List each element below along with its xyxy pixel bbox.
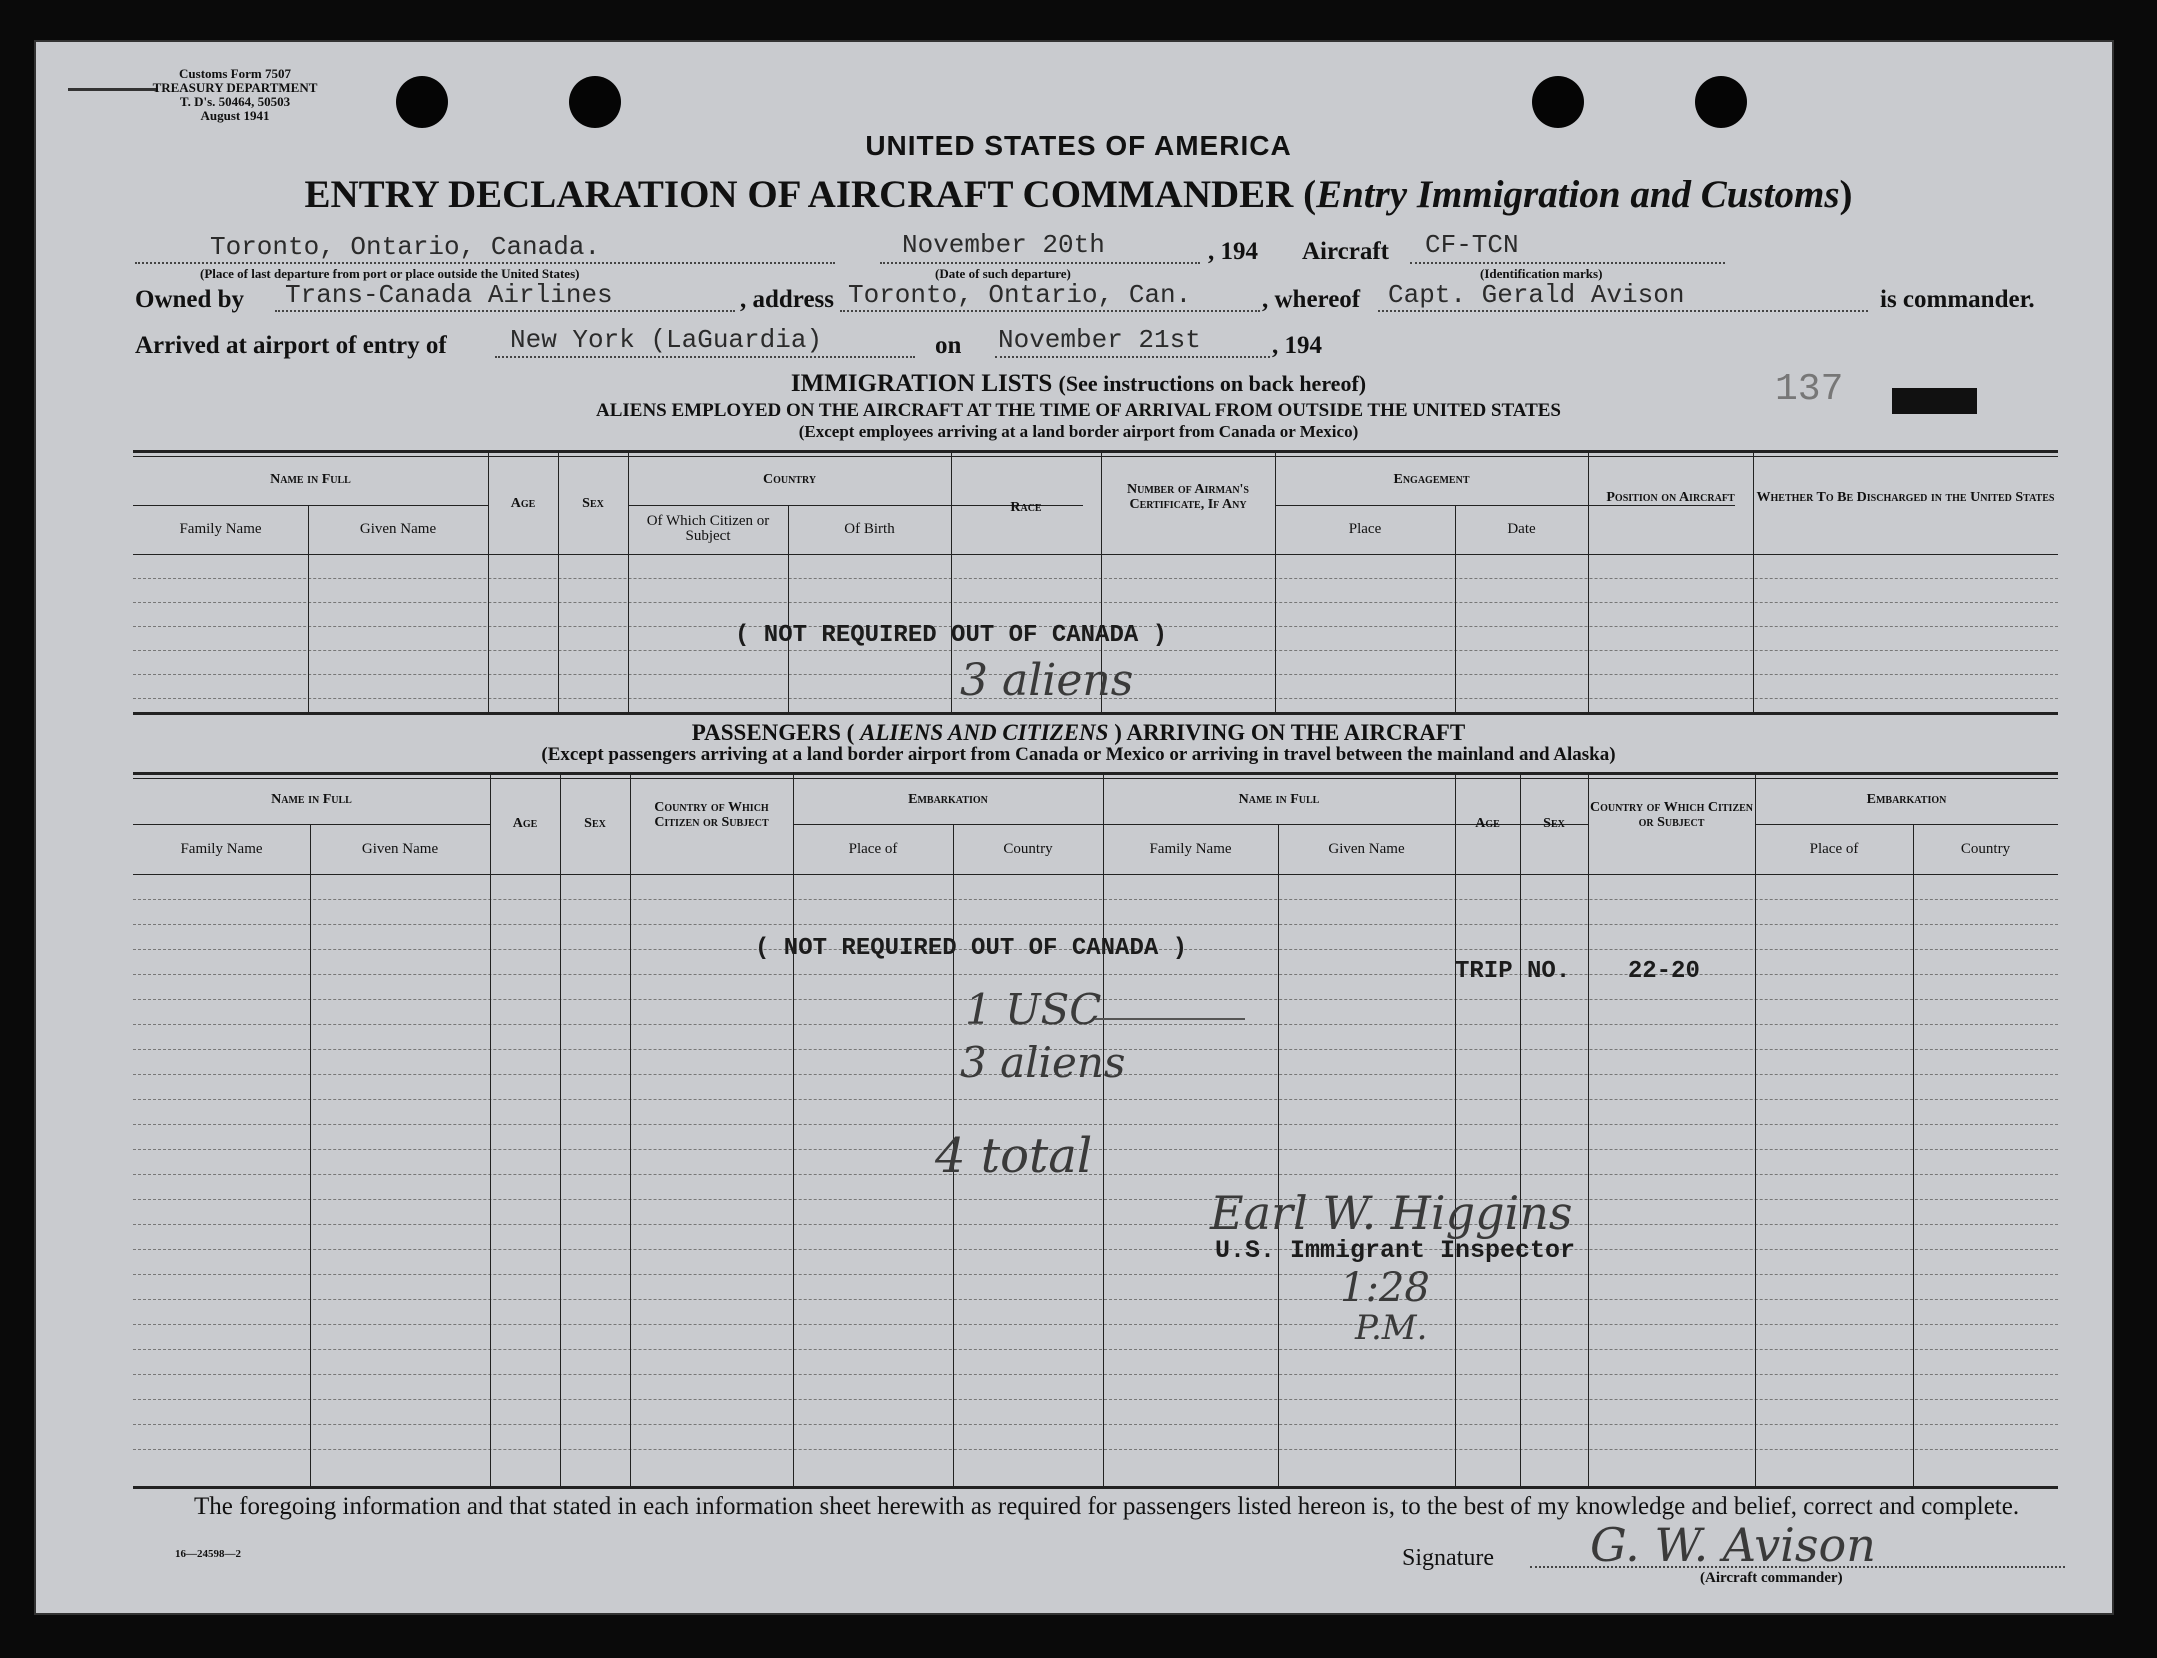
year-prefix-1: , 194 <box>1208 238 1258 265</box>
p-col-country: Country <box>1003 841 1053 857</box>
departure-place-caption: (Place of last departure from port or place outside the United States) <box>200 266 580 281</box>
p-col-place-of-2: Place of <box>1809 841 1859 857</box>
handwritten-pm: P.M. <box>1355 1308 1428 1348</box>
departure-place[interactable]: Toronto, Ontario, Canada. <box>210 232 601 262</box>
col-airman-certificate: Number of Airman's Certificate, If Any <box>1126 482 1249 512</box>
p-col-age: Age <box>512 816 538 831</box>
not-required-stamp-2: ( NOT REQUIRED OUT OF CANADA ) <box>755 935 1188 962</box>
form-date: August 1941 <box>200 108 270 123</box>
handwritten-aliens-count-1: 3 aliens <box>960 655 1134 706</box>
col-age: Age <box>510 496 536 511</box>
col-of-birth: Of Birth <box>844 521 895 537</box>
p-col-sex-2: Sex <box>1543 816 1565 831</box>
departure-date-caption: (Date of such departure) <box>935 266 1071 281</box>
p-col-place-of: Place of <box>848 841 898 857</box>
handwritten-total: 4 total <box>935 1128 1093 1184</box>
col-position: Position on Aircraft <box>1606 490 1735 505</box>
p-col-sex: Sex <box>584 816 606 831</box>
p-col-country-citizen-2: Country of Which Citizen or Subject <box>1589 800 1754 830</box>
on-label: on <box>935 332 962 359</box>
passengers-table <box>133 772 2058 1492</box>
p-col-embarkation-2: Embarkation <box>1866 792 1947 807</box>
immigration-heading: IMMIGRATION LISTS (See instructions on back hereof) <box>790 370 1367 397</box>
p-col-name-in-full-2: Name in Full <box>1238 792 1320 807</box>
commander-label: is commander. <box>1880 286 2035 313</box>
arrival-airport[interactable]: New York (LaGuardia) <box>510 325 823 355</box>
aircraft-caption: (Identification marks) <box>1480 266 1603 281</box>
whereof-label: , whereof <box>1262 286 1361 313</box>
address-label: , address <box>740 286 835 313</box>
owner-value[interactable]: Trans-Canada Airlines <box>285 280 613 310</box>
punch-hole <box>569 76 621 128</box>
inspector-signature: Earl W. Higgins <box>1210 1186 1573 1240</box>
col-engagement-place: Place <box>1348 521 1382 537</box>
arrived-label: Arrived at airport of entry of <box>135 332 447 359</box>
col-citizen-of: Of Which Citizen or Subject <box>646 513 770 544</box>
col-sex: Sex <box>582 496 604 511</box>
punch-hole <box>1695 76 1747 128</box>
p-col-given-name-2: Given Name <box>1328 841 1405 857</box>
aliens-heading: ALIENS EMPLOYED ON THE AIRCRAFT AT THE TIME OF ARRIVAL FROM OUTSIDE THE UNITED STATES <box>595 400 1561 421</box>
passengers-heading: PASSENGERS ( ALIENS AND CITIZENS ) ARRIVING ON THE AIRCRAFT <box>691 720 1466 745</box>
aircraft-label: Aircraft <box>1302 238 1389 265</box>
p-col-given-name: Given Name <box>361 841 439 857</box>
arrival-date[interactable]: November 21st <box>998 325 1201 355</box>
col-engagement-date: Date <box>1507 521 1536 537</box>
country-heading: UNITED STATES OF AMERICA <box>865 130 1292 161</box>
form-identifier <box>90 67 380 123</box>
owned-by-label: Owned by <box>135 286 245 313</box>
aliens-exception: (Except employees arriving at a land border airport from Canada or Mexico) <box>798 422 1359 441</box>
handwritten-time: 1:28 <box>1340 1265 1430 1311</box>
col-family-name: Family Name <box>179 521 262 537</box>
col-discharged: Whether To Be Discharged in the United States <box>1756 490 2055 505</box>
p-col-family-name-2: Family Name <box>1149 841 1232 857</box>
form-number: Customs Form 7507 <box>179 66 291 81</box>
signature-label: Signature <box>1402 1545 1494 1571</box>
handwritten-usc: 1 USC <box>965 985 1102 1034</box>
handwritten-stroke <box>1095 1018 1245 1020</box>
handwritten-aliens-count-2: 3 aliens <box>960 1038 1126 1087</box>
col-engagement: Engagement <box>1393 472 1470 487</box>
sheet-number: 137 <box>1775 368 1844 411</box>
p-col-age-2: Age <box>1475 816 1500 831</box>
p-col-embarkation: Embarkation <box>908 792 988 807</box>
commander-value[interactable]: Capt. Gerald Avison <box>1388 280 1685 310</box>
form-title: ENTRY DECLARATION OF AIRCRAFT COMMANDER (Entry Immigration and Customs) <box>304 173 1853 216</box>
col-name-in-full: Name in Full <box>270 472 351 487</box>
department: TREASURY DEPARTMENT <box>152 80 318 95</box>
departure-date[interactable]: November 20th <box>902 230 1105 260</box>
td-numbers: T. D's. 50464, 50503 <box>179 94 291 109</box>
trip-number: TRIP NO. 22-20 <box>1455 958 1700 985</box>
signature-caption: (Aircraft commander) <box>1700 1570 1843 1586</box>
address-value[interactable]: Toronto, Ontario, Can. <box>848 280 1192 310</box>
p-col-name-in-full: Name in Full <box>271 792 352 807</box>
aircraft-marks[interactable]: CF-TCN <box>1425 230 1519 260</box>
p-col-family-name: Family Name <box>180 841 263 857</box>
punch-hole <box>1532 76 1584 128</box>
col-race: Race <box>1010 500 1042 515</box>
print-code: 16—24598—2 <box>175 1548 241 1560</box>
certification-text: The foregoing information and that stated in each information sheet herewith as required for passengers listed hereon is, to the best of my knowledge and belief, correct and complete. <box>194 1493 2020 1520</box>
passengers-exception: (Except passengers arriving at a land border airport from Canada or Mexico or arriving in travel between the mainland and Alaska) <box>541 744 1616 765</box>
inspector-title: U.S. Immigrant Inspector <box>1215 1236 1576 1265</box>
not-required-stamp-1: ( NOT REQUIRED OUT OF CANADA ) <box>735 622 1168 649</box>
col-given-name: Given Name <box>359 521 437 537</box>
col-country: Country <box>762 472 817 487</box>
year-prefix-2: , 194 <box>1272 332 1322 359</box>
punch-hole <box>396 76 448 128</box>
p-col-country-citizen: Country of Which Citizen or Subject <box>654 800 769 830</box>
p-col-country-2: Country <box>1960 841 2011 857</box>
commander-signature: G. W. Avison <box>1590 1518 1876 1572</box>
